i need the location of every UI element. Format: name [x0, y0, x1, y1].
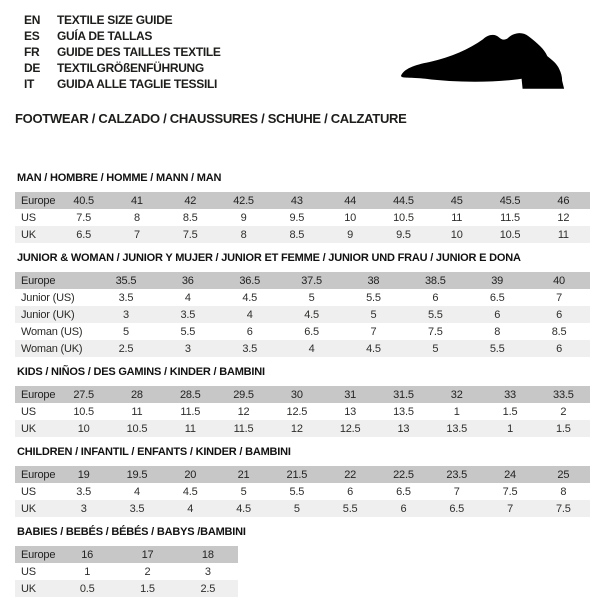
size-cell: 20 — [184, 468, 197, 481]
size-cell: 10 — [450, 228, 463, 241]
size-cell: 13 — [344, 405, 357, 418]
size-cell: 3.5 — [129, 502, 145, 515]
size-cell: 38.5 — [425, 274, 446, 287]
size-cell: 7.5 — [502, 485, 518, 498]
size-cell: 11 — [184, 422, 196, 435]
size-cell: 30 — [290, 388, 303, 401]
size-cell: 36.5 — [239, 274, 260, 287]
size-cell: 11 — [131, 405, 143, 418]
size-cell: 13.5 — [393, 405, 414, 418]
size-cell: 3.5 — [180, 308, 196, 321]
size-cell: 1.5 — [140, 582, 155, 595]
size-cell: 6.5 — [489, 291, 505, 304]
size-cell: 4.5 — [182, 485, 198, 498]
language-code: EN — [24, 13, 41, 27]
size-cell: 3 — [184, 342, 191, 355]
size-table — [15, 386, 590, 437]
table-row — [15, 403, 590, 420]
size-cell: 44 — [344, 194, 357, 207]
row-label-cell: US — [21, 211, 36, 224]
size-cell: 18 — [201, 548, 214, 561]
size-cell: 38 — [367, 274, 380, 287]
size-cell: 19.5 — [126, 468, 148, 481]
size-cell: 3 — [80, 502, 87, 515]
size-cell: 6 — [400, 502, 407, 515]
size-cell: 9 — [240, 211, 247, 224]
size-cell: 32 — [450, 388, 463, 401]
row-label-cell: UK — [21, 228, 36, 241]
size-cell: 10.5 — [499, 228, 521, 241]
size-cell: 41 — [131, 194, 143, 207]
size-cell: 8.5 — [289, 228, 305, 241]
size-cell: 46 — [557, 194, 570, 207]
size-table — [15, 272, 590, 357]
size-table-title: JUNIOR & WOMAN / JUNIOR Y MUJER / JUNIOR ET FEMME / JUNIOR UND FRAU / JUNIOR E DONA — [17, 252, 521, 264]
language-code: DE — [24, 61, 41, 75]
size-cell: 5.5 — [289, 485, 305, 498]
size-cell: 33 — [504, 388, 516, 401]
size-cell: 0.5 — [79, 582, 95, 595]
size-cell: 6.5 — [76, 228, 91, 241]
size-cell: 6 — [347, 485, 354, 498]
size-cell: 4 — [184, 291, 191, 304]
size-cell: 21 — [237, 468, 250, 481]
size-cell: 19 — [77, 468, 90, 481]
dress-shoe-icon — [396, 27, 574, 97]
size-cell: 7 — [453, 485, 460, 498]
size-cell: 6.5 — [449, 502, 465, 515]
size-cell: 8 — [133, 211, 140, 224]
size-cell: 24 — [504, 468, 516, 481]
size-cell: 6.5 — [396, 485, 411, 498]
table-row — [15, 483, 590, 500]
table-row — [15, 563, 238, 580]
size-table-title: MAN / HOMBRE / HOMME / MANN / MAN — [17, 172, 222, 184]
size-cell: 3.5 — [76, 485, 91, 498]
size-cell: 4.5 — [366, 342, 381, 355]
size-cell: 7 — [556, 291, 563, 304]
size-cell: 6 — [556, 342, 563, 355]
size-cell: 3.5 — [118, 291, 134, 304]
language-row-fr — [24, 44, 221, 60]
table-row — [15, 226, 590, 243]
size-cell: 33.5 — [553, 388, 574, 401]
table-row — [15, 289, 590, 306]
size-cell: 11 — [451, 211, 463, 224]
size-cell: 5 — [370, 308, 377, 321]
size-cell: 5 — [432, 342, 439, 355]
size-cell: 23.5 — [446, 468, 468, 481]
size-cell: 5.5 — [489, 342, 505, 355]
size-cell: 16 — [81, 548, 94, 561]
size-cell: 8 — [240, 228, 247, 241]
size-cell: 36 — [181, 274, 194, 287]
size-cell: 2.5 — [118, 342, 134, 355]
size-cell: 31 — [344, 388, 357, 401]
size-cell: 35.5 — [115, 274, 137, 287]
size-cell: 22.5 — [393, 468, 414, 481]
language-label: TEXTILGRÖßENFÜHRUNG — [57, 61, 204, 75]
table-row — [15, 420, 590, 437]
size-table-title: CHILDREN / INFANTIL / ENFANTS / KINDER / BAMBINI — [17, 446, 291, 458]
size-cell: 22 — [344, 468, 357, 481]
size-cell: 10.5 — [73, 405, 94, 418]
size-cell: 9 — [347, 228, 354, 241]
row-label-cell: UK — [21, 422, 36, 435]
size-table-section — [15, 446, 590, 517]
size-cell: 5 — [308, 291, 315, 304]
size-table-section — [15, 252, 590, 357]
size-cell: 4 — [187, 502, 194, 515]
row-label-cell: Woman (UK) — [21, 342, 83, 355]
size-cell: 9.5 — [289, 211, 305, 224]
size-cell: 5.5 — [342, 502, 358, 515]
category-title: FOOTWEAR / CALZADO / CHAUSSURES / SCHUHE / CALZATURE — [15, 111, 407, 126]
size-cell: 10 — [344, 211, 357, 224]
size-cell: 40.5 — [73, 194, 94, 207]
language-label: TEXTILE SIZE GUIDE — [57, 13, 173, 27]
size-cell: 12.5 — [286, 405, 308, 418]
size-table — [15, 546, 238, 597]
size-cell: 4.5 — [242, 291, 258, 304]
size-cell: 28 — [131, 388, 143, 401]
size-cell: 5.5 — [366, 291, 381, 304]
size-cell: 13 — [397, 422, 410, 435]
size-cell: 4.5 — [304, 308, 319, 321]
size-cell: 4 — [133, 485, 140, 498]
row-label-cell: Junior (US) — [21, 291, 75, 304]
language-label: GUIDA ALLE TAGLIE TESSILI — [57, 77, 218, 91]
table-row — [15, 192, 590, 209]
size-cell: 5.5 — [180, 325, 196, 338]
size-cell: 6 — [494, 308, 501, 321]
size-cell: 25 — [557, 468, 570, 481]
size-cell: 42.5 — [233, 194, 254, 207]
size-cell: 8.5 — [551, 325, 567, 338]
language-label: GUÍA DE TALLAS — [57, 29, 153, 43]
size-cell: 39 — [491, 274, 504, 287]
size-table-title: BABIES / BEBÉS / BÉBÉS / BABYS /BAMBINI — [17, 526, 246, 538]
size-cell: 11.5 — [233, 422, 254, 435]
size-cell: 4 — [308, 342, 315, 355]
size-cell: 13.5 — [446, 422, 468, 435]
language-title-block — [24, 12, 221, 92]
size-cell: 28.5 — [179, 388, 201, 401]
size-cell: 10.5 — [126, 422, 148, 435]
size-cell: 5.5 — [427, 308, 443, 321]
size-cell: 4.5 — [236, 502, 251, 515]
size-cell: 12 — [557, 211, 570, 224]
table-row — [15, 500, 590, 517]
size-cell: 37.5 — [301, 274, 322, 287]
size-cell: 27.5 — [73, 388, 94, 401]
size-cell: 12 — [237, 405, 250, 418]
size-cell: 3 — [204, 565, 211, 578]
row-label-cell: Europe — [21, 388, 56, 401]
size-cell: 3.5 — [242, 342, 258, 355]
row-label-cell: UK — [21, 502, 36, 515]
table-row — [15, 386, 590, 403]
language-code: FR — [24, 45, 40, 59]
size-cell: 10 — [77, 422, 90, 435]
size-tables — [15, 172, 590, 606]
size-cell: 9.5 — [396, 228, 411, 241]
size-cell: 11.5 — [180, 405, 201, 418]
size-cell: 7.5 — [555, 502, 571, 515]
size-cell: 10.5 — [393, 211, 414, 224]
size-cell: 8 — [560, 485, 567, 498]
size-cell: 1 — [507, 422, 513, 435]
row-label-cell: Woman (US) — [21, 325, 83, 338]
row-label-cell: Junior (UK) — [21, 308, 75, 321]
size-cell: 7.5 — [182, 228, 198, 241]
size-cell: 6 — [432, 291, 439, 304]
size-cell: 1 — [84, 565, 91, 578]
size-cell: 7 — [507, 502, 513, 515]
size-table — [15, 192, 590, 243]
row-label-cell: Europe — [21, 274, 56, 287]
size-cell: 2 — [560, 405, 567, 418]
size-cell: 6 — [246, 325, 253, 338]
table-row — [15, 306, 590, 323]
size-cell: 42 — [184, 194, 197, 207]
size-table-section — [15, 172, 590, 243]
table-row — [15, 546, 238, 563]
size-cell: 11.5 — [500, 211, 520, 224]
size-cell: 12.5 — [339, 422, 361, 435]
size-cell: 4 — [246, 308, 253, 321]
size-cell: 7.5 — [76, 211, 91, 224]
size-cell: 5 — [293, 502, 300, 515]
size-cell: 7 — [133, 228, 140, 241]
size-table-title: KIDS / NIÑOS / DES GAMINS / KINDER / BAMBINI — [17, 366, 265, 378]
size-cell: 11 — [557, 228, 569, 241]
language-label: GUIDE DES TAILLES TEXTILE — [57, 45, 221, 59]
size-cell: 3 — [122, 308, 129, 321]
table-row — [15, 272, 590, 289]
size-cell: 7 — [370, 325, 377, 338]
size-cell: 1.5 — [502, 405, 518, 418]
language-row-de — [24, 60, 221, 76]
row-label-cell: Europe — [21, 548, 56, 561]
size-cell: 2.5 — [200, 582, 216, 595]
size-cell: 6.5 — [304, 325, 319, 338]
size-cell: 45.5 — [499, 194, 521, 207]
size-cell: 21.5 — [286, 468, 308, 481]
language-code: ES — [24, 29, 40, 43]
size-table-section — [15, 526, 590, 597]
size-cell: 40 — [553, 274, 565, 287]
size-cell: 31.5 — [393, 388, 414, 401]
size-cell: 5 — [122, 325, 129, 338]
size-table-section — [15, 366, 590, 437]
size-cell: 6 — [556, 308, 563, 321]
size-table — [15, 466, 590, 517]
language-row-it — [24, 76, 221, 92]
size-cell: 44.5 — [393, 194, 414, 207]
size-cell: 17 — [141, 548, 154, 561]
size-cell: 8.5 — [182, 211, 198, 224]
row-label-cell: US — [21, 405, 36, 418]
table-row — [15, 466, 590, 483]
row-label-cell: Europe — [21, 194, 56, 207]
row-label-cell: UK — [21, 582, 36, 595]
size-cell: 8 — [494, 325, 501, 338]
table-row — [15, 580, 238, 597]
table-row — [15, 209, 590, 226]
size-cell: 29.5 — [233, 388, 254, 401]
row-label-cell: US — [21, 485, 36, 498]
size-cell: 43 — [290, 194, 303, 207]
size-cell: 7.5 — [427, 325, 443, 338]
size-cell: 45 — [450, 194, 463, 207]
language-row-es — [24, 28, 221, 44]
table-row — [15, 340, 590, 357]
size-cell: 1.5 — [555, 422, 571, 435]
row-label-cell: Europe — [21, 468, 56, 481]
size-cell: 1 — [453, 405, 460, 418]
size-cell: 2 — [144, 565, 151, 578]
language-row-en — [24, 12, 221, 28]
size-cell: 12 — [290, 422, 303, 435]
row-label-cell: US — [21, 565, 36, 578]
table-row — [15, 323, 590, 340]
language-code: IT — [24, 77, 35, 91]
size-cell: 5 — [240, 485, 247, 498]
